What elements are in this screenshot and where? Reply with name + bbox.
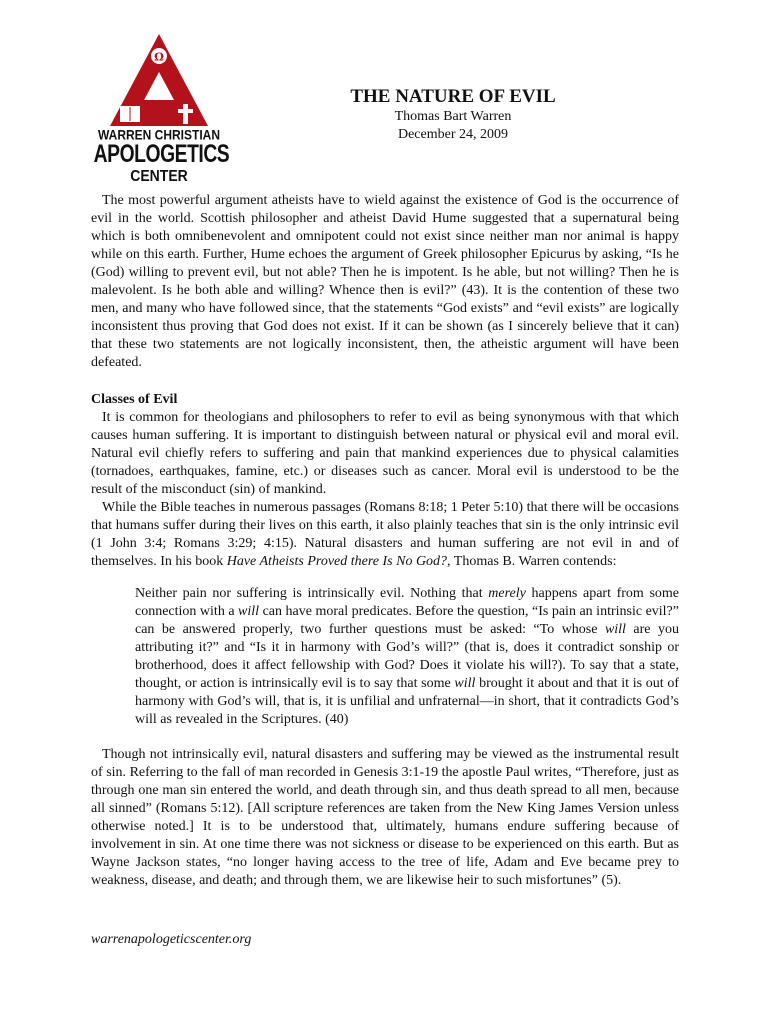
quote-text: happens apart from some connection with a: [135, 586, 679, 619]
section-heading: Classes of Evil: [91, 392, 178, 407]
quote-emphasis: will: [454, 676, 476, 691]
document-title: THE NATURE OF EVIL: [350, 86, 556, 107]
book-title: Have Atheists Proved there Is No God?,: [226, 554, 451, 569]
quote-emphasis: merely: [488, 586, 526, 601]
website-url[interactable]: warrenapologeticscenter.org: [91, 932, 252, 947]
quote-text: Neither pain nor suffering is intrinsically evil. Nothing that: [135, 586, 489, 601]
logo-text-line1: WARREN CHRISTIAN: [98, 126, 220, 144]
svg-text:Ω: Ω: [154, 50, 164, 64]
quote-emphasis: will: [238, 604, 260, 619]
block-quote: [135, 585, 679, 729]
document-header: [300, 86, 606, 144]
logo-text-line3: CENTER: [130, 165, 188, 185]
quote-text: are you attributing it?” and “Is it in harmony with God’s will?” (that is, does it contradict sonship or brotherhood, does it affect fellowship with God? Does it violate his will?). To say that a state, thought, or action is intrinsically evil is to say that some: [135, 622, 679, 691]
quote-emphasis: will: [604, 622, 626, 637]
instrumental-paragraph: Though not intrinsically evil, natural disasters and suffering may be viewed as the instrumental result of sin. Referring to the fall of man recorded in Genesis 3:1-19 the apostle Paul writes, “Therefore, just as through one man sin entered the world, and death through sin, and thus death spread to all men, because all sinned” (Romans 5:12). [All scripture references are taken from the New King James Version unless otherwise noted.] It is to be understood that, ultimately, humans endure suffering because of involvement in sin. At one time there was not sickness or disease to be experienced on this earth. But as Wayne Jackson states, “no longer having access to the tree of life, Adam and Eve became prey to weakness, disease, and death; and through them, we are likewise heir to such misfortunes” (5).: [91, 747, 679, 888]
logo-text-line2: APOLOGETICS: [93, 140, 230, 169]
classes-paragraph-1: It is common for theologians and philosophers to refer to evil as being synonymous with that which causes human suffering. It is important to distinguish between natural or physical evil and moral evil. Natural evil chiefly refers to suffering and pain that mankind experiences due to physical calamities (tornadoes, earthquakes, famine, etc.) or diseases such as cancer. Moral evil is understood to be the result of the misconduct (sin) of mankind.: [91, 410, 679, 497]
publication-date: December 24, 2009: [397, 127, 509, 142]
paragraph-text: Thomas B. Warren contends:: [450, 554, 617, 569]
document-body: [91, 192, 679, 890]
quote-text: can have moral predicates. Before the question, “Is pain an intrinsic evil?” can be answered properly, two further questions must be asked: “To whose: [135, 604, 679, 637]
quote-text: brought it about and that it is out of harmony with God’s will, that is, it is unfilial and unfraternal—in short, that it contradicts God’s will as revealed in the Scriptures. (40): [135, 676, 679, 727]
triangle-emblem-icon: [108, 32, 210, 128]
intro-paragraph: The most powerful argument atheists have to wield against the existence of God is the occurrence of evil in the world. Scottish philosopher and atheist David Hume suggested that a supernatural being which is both omnibenevolent and omnipotent could not exist since neither man nor animal is happy while on this earth. Further, Hume echoes the argument of Greek philosopher Epicurus by asking, “Is he (God) willing to prevent evil, but not able? Then he is impotent. Is he able, but not willing? Then he is malevolent. Is he both able and willing? Whence then is evil?” (43). It is the contention of these two men, and many who have followed since, that the statements “God exists” and “evil exists” are logically inconsistent thus proving that God does not exist. If it can be shown (as I sincerely believe that it can) that these two statements are not logically inconsistent, then, the atheistic argument will have been defeated.: [91, 193, 679, 370]
organization-logo: [88, 32, 230, 185]
paragraph-text: While the Bible teaches in numerous passages (Romans 8:18; 1 Peter 5:10) that there will be occasions that humans suffer during their lives on this earth, it also plainly teaches that sin is the only intrinsic evil (1 John 3:4; Romans 3:29; 4:15). Natural disasters and human suffering are not evil in and of themselves. In his book: [91, 500, 679, 569]
author-name: Thomas Bart Warren: [394, 109, 512, 124]
classes-paragraph-2: [91, 499, 679, 571]
